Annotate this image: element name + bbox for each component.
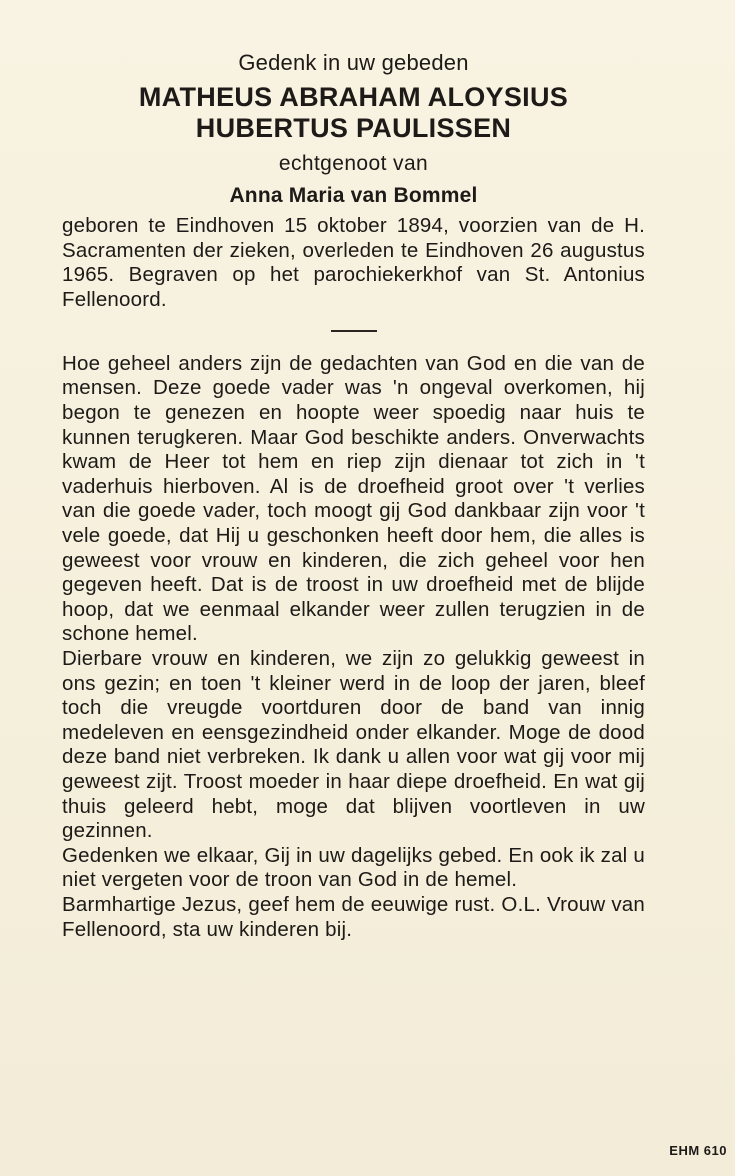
deceased-name-line-2: HUBERTUS PAULISSEN	[195, 113, 512, 143]
printer-code: EHM 610	[669, 1143, 727, 1158]
paragraph-reflection: Hoe geheel anders zijn de gedachten van God en die van de mensen. Deze goede vader was 'n ongeval overkomen, hij begon te genezen en hoopte weer spoedig naar huis te kunnen terugkeren. Maar God beschikte anders. Onverwachts kwam de Heer tot hem en riep zijn dienaar tot zich in 't vaderhuis hierboven. Al is de droefheid groot over 't verlies van die goede vader, toch moogt gij God dankbaar zijn voor 't vele goede, dat Hij u geschonken heeft door hem, die alles is geweest voor vrouw en kinderen, die zich geheel voor hen gegeven heeft. Dat is de troost in uw droefheid met de blijde hoop, dat we eenmaal elkander weer zullen terugzien in de schone hemel.	[62, 351, 645, 646]
spouse-label: echtgenoot van	[278, 152, 429, 175]
divider	[331, 330, 377, 332]
paragraph-family-message: Dierbare vrouw en kinderen, we zijn zo gelukkig geweest in ons gezin; en toen 't kleiner werd in de loop der jaren, bleef toch die vreugde voortduren door de band van innig medeleven en eensgezindheid onder elkander. Moge de dood deze band niet verbreken. Ik dank u allen voor wat gij voor mij geweest zijt. Troost moeder in haar diepe droefheid. En wat gij thuis geleerd hebt, moge dat blijven voortleven in uw gezinnen.	[62, 647, 645, 843]
spouse-name: Anna Maria van Bommel	[229, 184, 478, 207]
intro-text: Gedenk in uw gebeden	[238, 50, 469, 75]
paragraph-prayer: Barmhartige Jezus, geef hem de eeuwige rust. O.L. Vrouw van Fellenoord, sta uw kinderen bij.	[62, 892, 645, 941]
biography-text: geboren te Eindhoven 15 oktober 1894, voorzien van de H. Sacramenten der zieken, overleden te Eindhoven 26 augustus 1965. Begraven op het parochiekerkhof van St. Antonius Fellenoord.	[62, 214, 645, 311]
paragraph-remembrance: Gedenken we elkaar, Gij in uw dagelijks gebed. En ook ik zal u niet vergeten voor de troon van God in de hemel.	[62, 843, 645, 892]
deceased-name-line-1: MATHEUS ABRAHAM ALOYSIUS	[138, 82, 569, 112]
